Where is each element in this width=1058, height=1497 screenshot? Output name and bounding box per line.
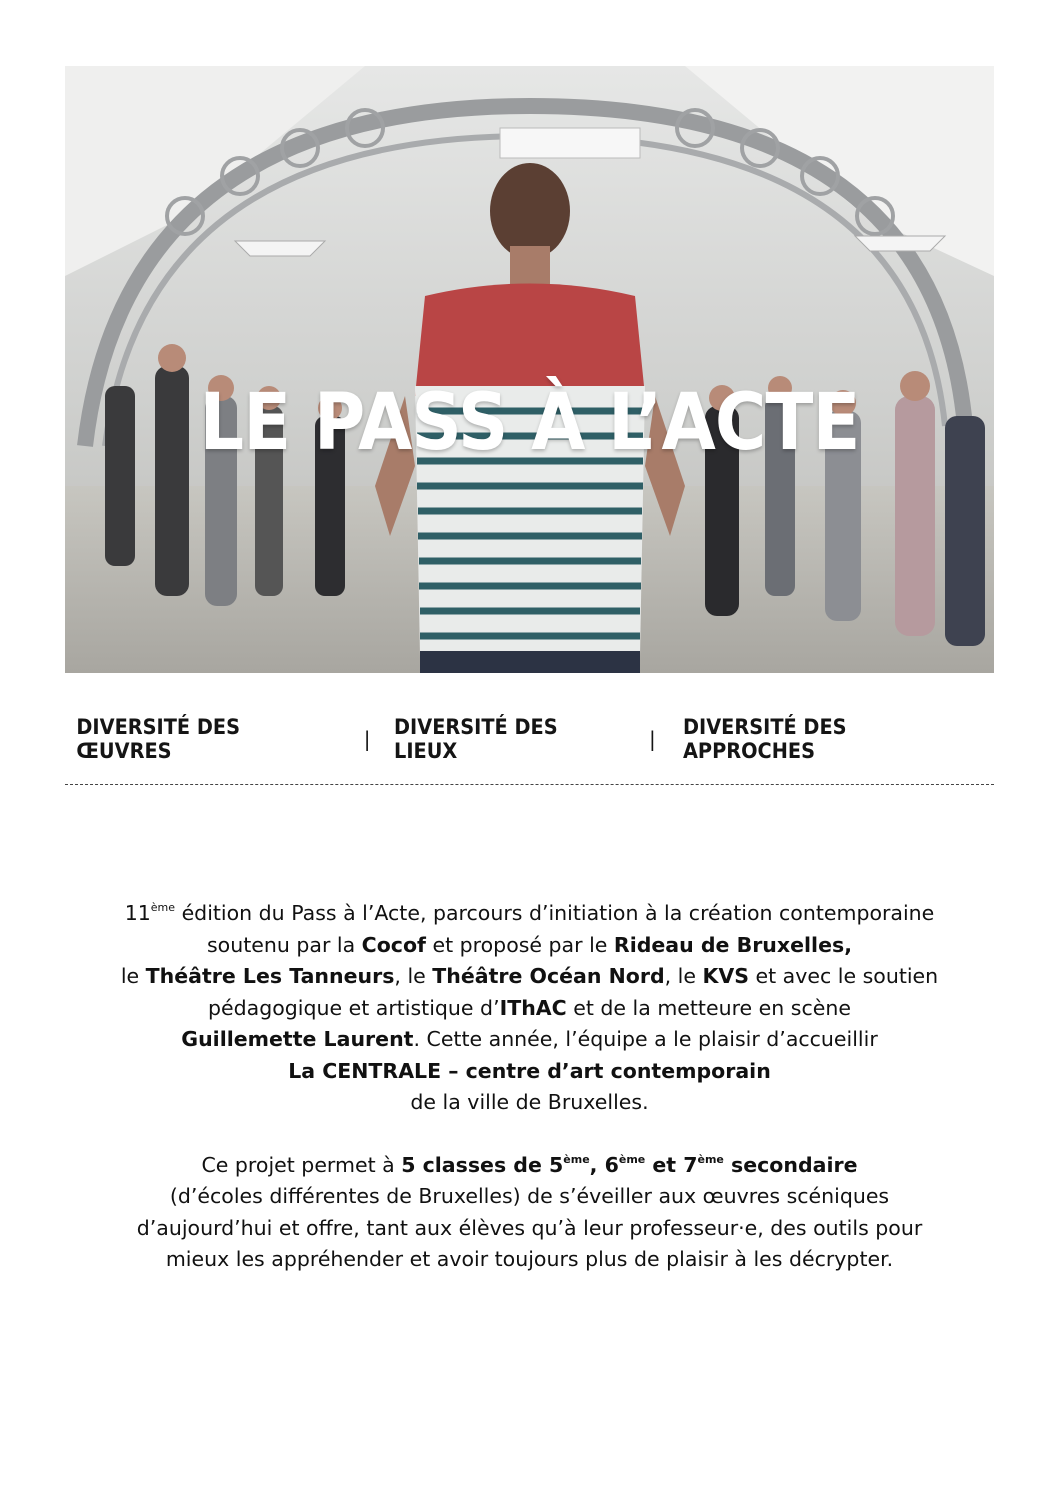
project-line-4: mieux les appréhender et avoir toujours plus de plaisir à les décrypter. [165, 1247, 894, 1271]
tagline [65, 715, 994, 763]
intro-line-6 [65, 1056, 994, 1088]
tagline-item-lieux: DIVERSITÉ DES LIEUX [394, 715, 559, 763]
hero-photo-illustration [65, 66, 994, 673]
tagline-item-oeuvres: DIVERSITÉ DES ŒUVRES [76, 715, 241, 763]
partner-ocean-nord: Théâtre Océan Nord [432, 964, 665, 988]
edition-number: 11 [124, 901, 151, 925]
superscript: ème [563, 1152, 590, 1166]
partner-rideau: Rideau de Bruxelles, [613, 932, 852, 957]
edition-superscript: ème [150, 901, 176, 914]
intro-line-1 [65, 898, 994, 930]
superscript: ème [618, 1152, 646, 1166]
project-line-1 [65, 1150, 994, 1182]
intro-line-5 [65, 1024, 994, 1056]
text: , 6 [589, 1152, 619, 1177]
director-name: Guillemette Laurent [181, 1027, 414, 1051]
project-line-3: d’aujourd’hui et offre, tant aux élèves qu’à leur professeur·e, des outils pour [136, 1215, 923, 1240]
text: , le [664, 964, 703, 988]
partner-kvs: KVS [702, 964, 749, 988]
paragraph-gap [65, 1119, 994, 1150]
text: de la ville de Bruxelles. [410, 1090, 649, 1114]
tagline-separator: | [649, 727, 656, 751]
partner-cocof: Cocof [361, 932, 426, 957]
intro-line-7 [65, 1087, 994, 1119]
text: et avec le soutien [749, 964, 939, 988]
text: , le [394, 964, 433, 988]
text: Ce projet permet à [201, 1152, 402, 1177]
partner-centrale: La CENTRALE – centre d’art contemporain [288, 1058, 771, 1083]
hero-photo [65, 66, 994, 673]
intro-line-2 [65, 930, 994, 962]
text: soutenu par la [207, 932, 362, 957]
hero-title: LE PASS À L’ACTE [199, 378, 860, 468]
text: 5 classes de 5 [401, 1152, 564, 1177]
dashed-divider [65, 784, 994, 785]
text: édition du Pass à l’Acte, parcours d’initiation à la création contemporaine [175, 901, 935, 925]
text: et 7 [645, 1152, 698, 1177]
classes-highlight [401, 1153, 857, 1177]
text: et proposé par le [425, 932, 614, 957]
project-line-2: (d’écoles différentes de Bruxelles) de s’éveiller aux œuvres scéniques [169, 1184, 890, 1208]
text: pédagogique et artistique d’ [208, 995, 500, 1020]
text: le [120, 964, 146, 988]
text: . Cette année, l’équipe a le plaisir d’accueillir [413, 1027, 878, 1051]
text: et de la metteure en scène [566, 995, 851, 1020]
superscript: ème [697, 1152, 724, 1166]
partner-ithac: IThAC [499, 995, 567, 1020]
tagline-separator: | [363, 727, 371, 751]
text: secondaire [723, 1152, 858, 1177]
body-text [65, 898, 994, 1276]
tagline-item-approches: DIVERSITÉ DES APPROCHES [682, 715, 847, 763]
intro-line-4 [65, 993, 994, 1025]
intro-line-3 [65, 961, 994, 993]
partner-tanneurs: Théâtre Les Tanneurs [145, 964, 395, 988]
